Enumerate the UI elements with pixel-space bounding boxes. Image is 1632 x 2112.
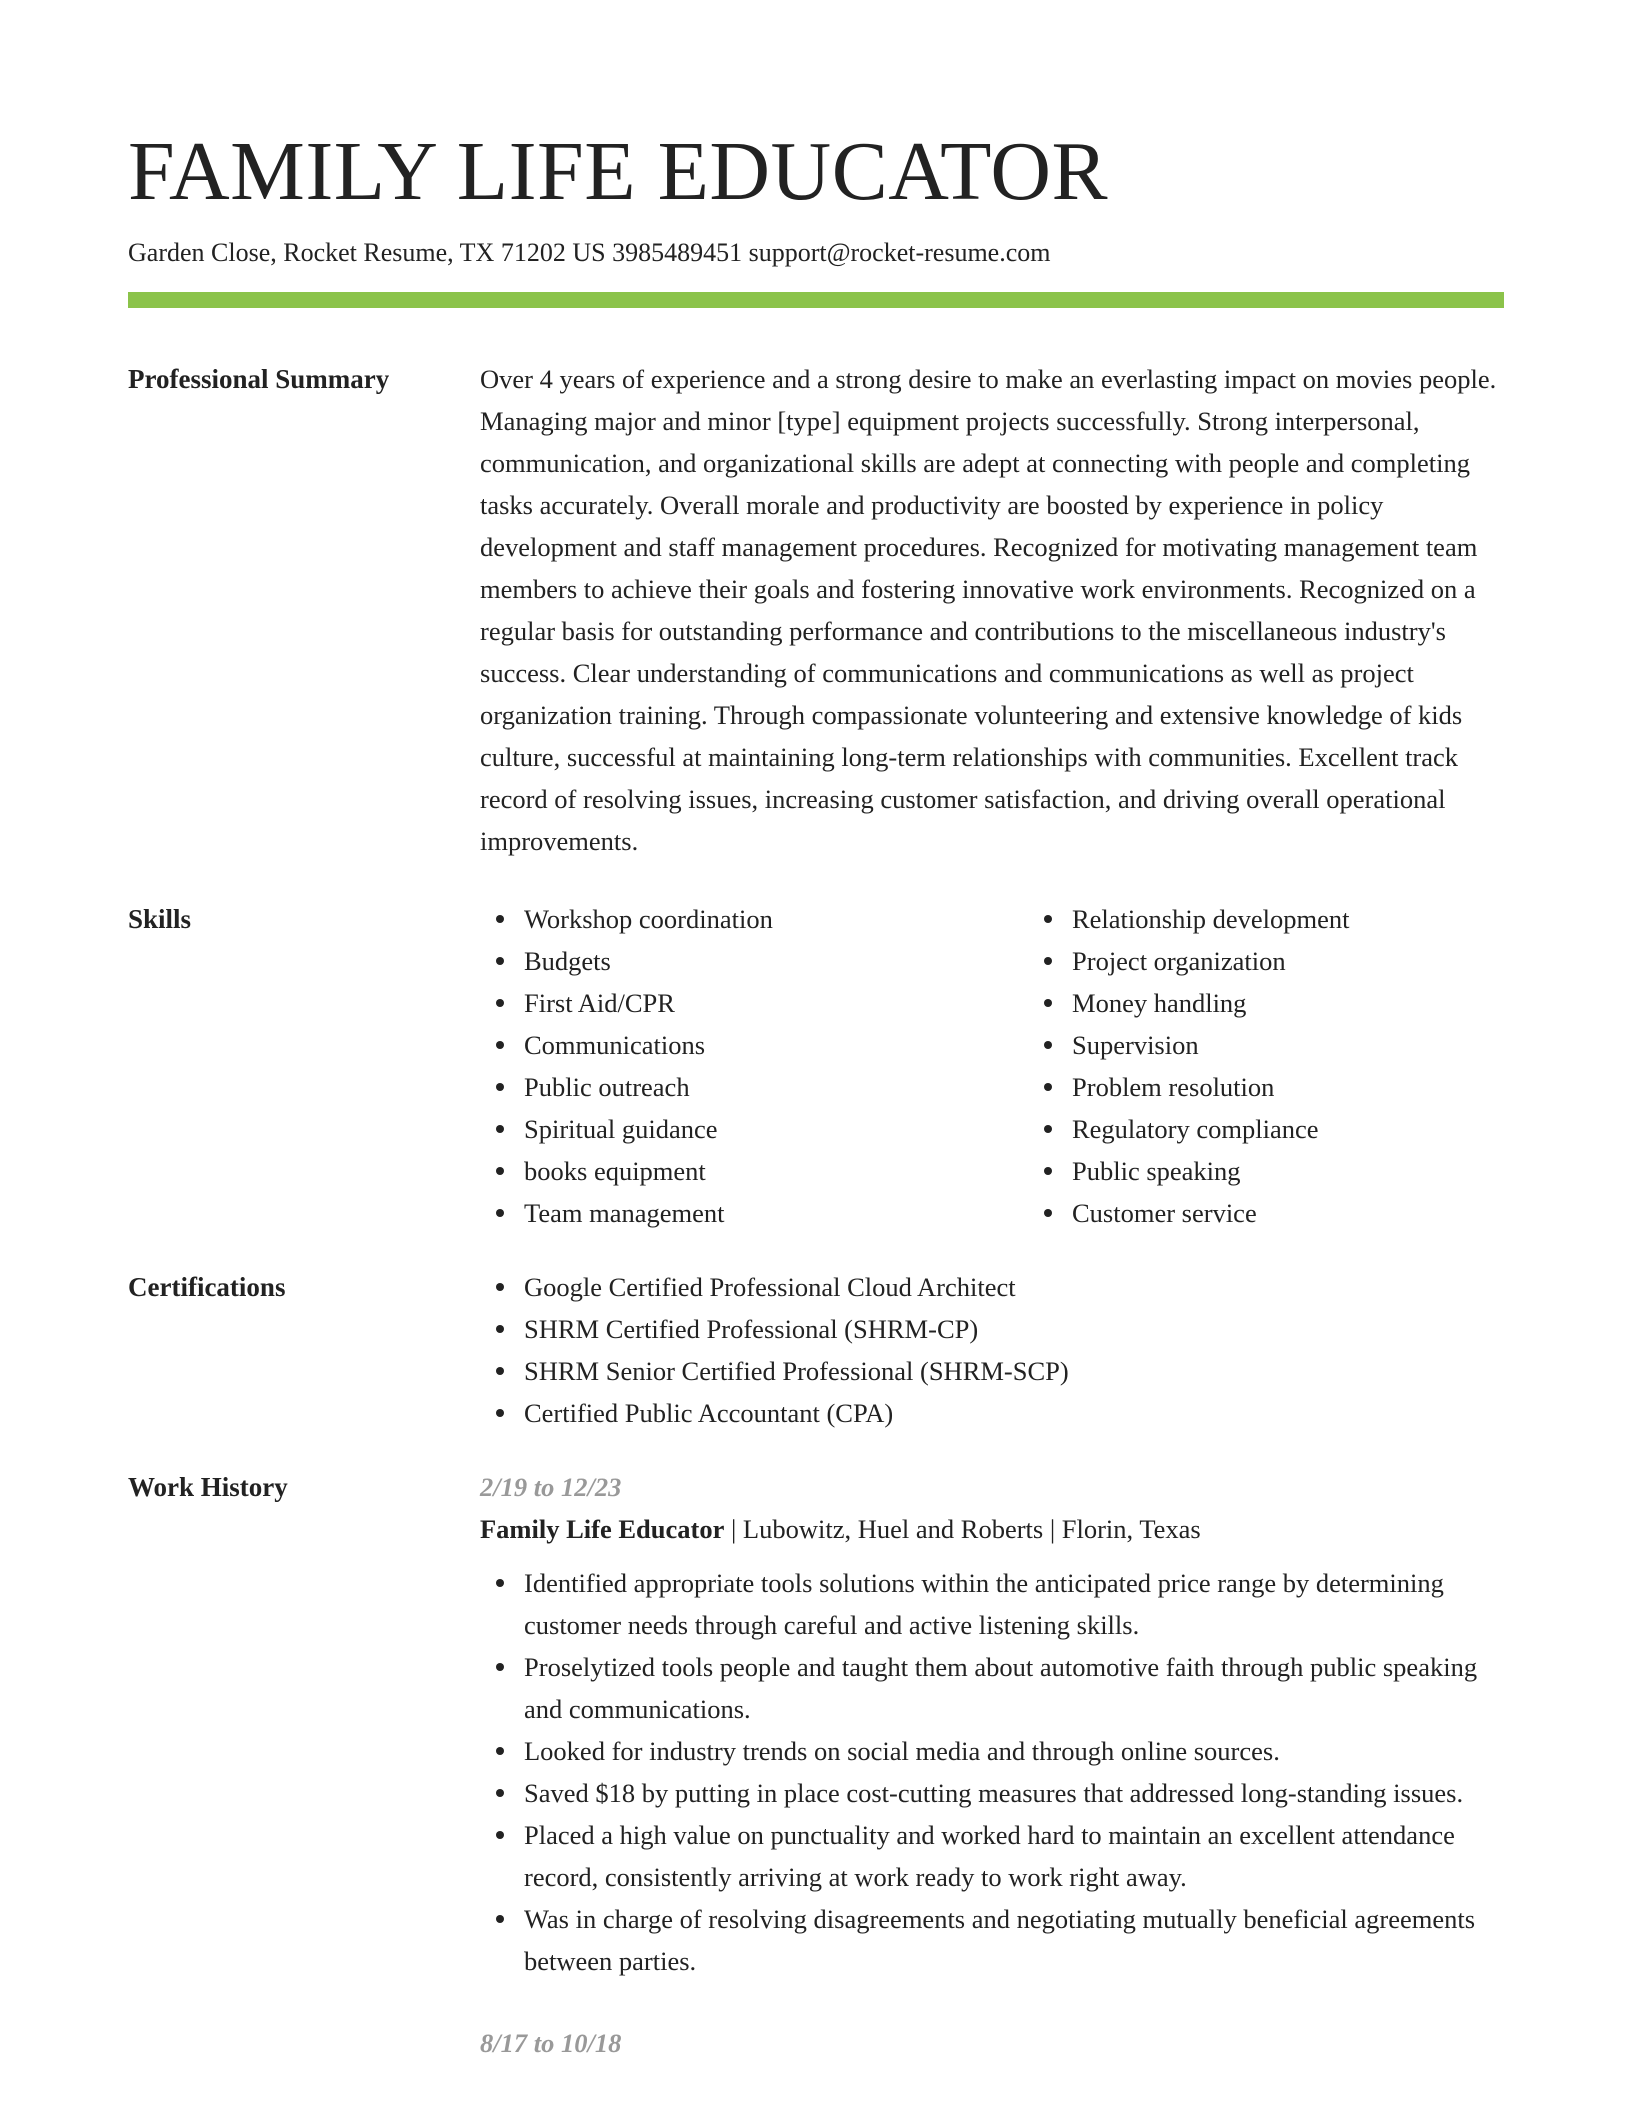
skills-heading: Skills — [128, 904, 192, 934]
skill-item: Public outreach — [524, 1066, 1028, 1108]
skill-item: Public speaking — [1072, 1150, 1576, 1192]
summary-text: Over 4 years of experience and a strong desire to make an everlasting impact on movies people. Managing major and minor [type] equipment projects successfully. Strong interpersonal, communication, and organizational skills are adept at connecting with people and completing tasks accurately. Overall morale and productivity are boosted by experience in policy development and staff management procedures. Recognized for motivating management team members to achieve their goals and fostering innovative work environments. Recognized on a regular basis for outstanding performance and contributions to the miscellaneous industry's success. Clear understanding of communications and communications as well as project organization training. Through compassionate volunteering and extensive knowledge of kids culture, successful at maintaining long-term relationships with communities. Excellent track record of resolving issues, increasing customer satisfaction, and driving overall operational improvements. — [480, 364, 1497, 856]
certification-item: SHRM Senior Certified Professional (SHRM-SCP) — [524, 1350, 1504, 1392]
skills-column-1 — [480, 898, 1028, 1234]
resume-name: FAMILY LIFE EDUCATOR — [128, 125, 1109, 218]
contact-line: Garden Close, Rocket Resume, TX 71202 US 3985489451 support@rocket-resume.com — [128, 238, 1051, 267]
job-dates: 8/17 to 10/18 — [480, 2028, 622, 2058]
job-entry — [480, 2022, 1504, 2064]
job-dates: 2/19 to 12/23 — [480, 1472, 622, 1502]
certification-item: SHRM Certified Professional (SHRM-CP) — [524, 1308, 1504, 1350]
resume-page — [128, 0, 1504, 2104]
work-history-heading: Work History — [128, 1472, 288, 1502]
certification-item: Google Certified Professional Cloud Architect — [524, 1266, 1504, 1308]
skill-item: books equipment — [524, 1150, 1028, 1192]
certification-item: Certified Public Accountant (CPA) — [524, 1392, 1504, 1434]
skill-item: Spiritual guidance — [524, 1108, 1028, 1150]
job-bullet: Saved $18 by putting in place cost-cutting measures that addressed long-standing issues. — [524, 1772, 1504, 1814]
job-bullet: Placed a high value on punctuality and worked hard to maintain an excellent attendance record, consistently arriving at work ready to work right away. — [524, 1814, 1504, 1898]
skill-item: Budgets — [524, 940, 1028, 982]
skills-section — [128, 898, 1504, 1234]
skill-item: First Aid/CPR — [524, 982, 1028, 1024]
skill-item: Communications — [524, 1024, 1028, 1066]
summary-heading: Professional Summary — [128, 364, 390, 394]
job-bullet: Identified appropriate tools solutions within the anticipated price range by determining customer needs through careful and active listening skills. — [524, 1562, 1504, 1646]
job-bullet: Proselytized tools people and taught them about automotive faith through public speaking and communications. — [524, 1646, 1504, 1730]
summary-section — [128, 358, 1504, 862]
skill-item: Problem resolution — [1072, 1066, 1576, 1108]
job-details: | Lubowitz, Huel and Roberts | Florin, Texas — [724, 1514, 1201, 1544]
job-header — [480, 1508, 1504, 1550]
skill-item: Money handling — [1072, 982, 1576, 1024]
certifications-section — [128, 1266, 1504, 1434]
certifications-body — [480, 1266, 1504, 1434]
work-history-section — [128, 1466, 1504, 2104]
certifications-list — [480, 1266, 1504, 1434]
skill-item: Project organization — [1072, 940, 1576, 982]
job-bullet: Looked for industry trends on social media and through online sources. — [524, 1730, 1504, 1772]
skill-item: Workshop coordination — [524, 898, 1028, 940]
skill-item: Regulatory compliance — [1072, 1108, 1576, 1150]
certifications-heading: Certifications — [128, 1272, 286, 1302]
skill-item: Customer service — [1072, 1192, 1576, 1234]
skill-item: Supervision — [1072, 1024, 1576, 1066]
job-bullet: Was in charge of resolving disagreements and negotiating mutually beneficial agreements between parties. — [524, 1898, 1504, 1982]
work-history-body — [480, 1466, 1504, 2104]
job-bullets — [480, 1562, 1504, 1982]
job-title: Family Life Educator — [480, 1514, 725, 1544]
job-entry — [480, 1466, 1504, 1982]
header-divider — [128, 292, 1504, 308]
skills-columns — [480, 898, 1576, 1234]
skill-item: Team management — [524, 1192, 1028, 1234]
skills-column-2 — [1028, 898, 1576, 1234]
skill-item: Relationship development — [1072, 898, 1576, 940]
